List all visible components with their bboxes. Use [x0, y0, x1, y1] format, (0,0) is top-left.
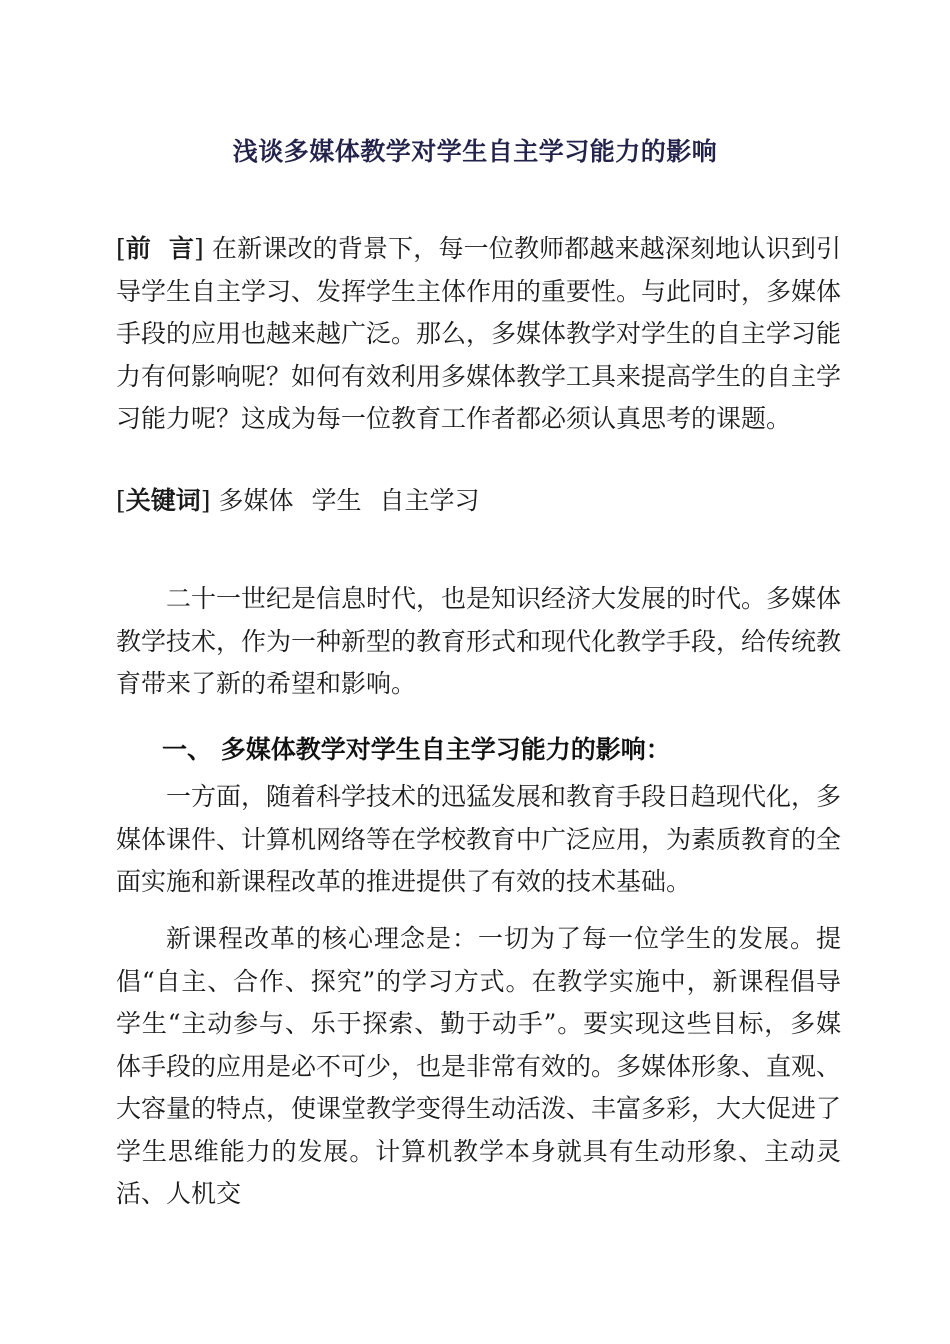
keywords-label: 关键词	[125, 486, 201, 515]
preface-bracket-close: ]	[194, 234, 204, 263]
intro-paragraph: 二十一世纪是信息时代，也是知识经济大发展的时代。多媒体教学技术，作为一种新型的教育形式和现代化教学手段，给传统教育带来了新的希望和影响。	[116, 584, 842, 698]
keyword-term: 多媒体	[218, 486, 294, 515]
keyword-term: 自主学习	[379, 486, 480, 515]
preface-paragraph	[116, 228, 841, 441]
keyword-term: 学生	[311, 486, 362, 515]
section-heading: 一、 多媒体教学对学生自主学习能力的影响：	[162, 735, 671, 764]
keywords-bracket-close: ]	[200, 486, 211, 515]
document-title: 浅谈多媒体教学对学生自主学习能力的影响	[232, 137, 718, 166]
preface-label: 前 言	[125, 234, 195, 263]
body-paragraph: 新课程改革的核心理念是：一切为了每一位学生的发展。提倡“自主、合作、探究”的学习方式。在教学实施中，新课程倡导学生“主动参与、乐于探索、勤于动手”。要实现这些目标，多媒体手段的应用是必不可少，也是非常有效的。多媒体形象、直观、大容量的特点，使课堂教学变得生动活泼、丰富多彩，大大促进了学生思维能力的发展。计算机教学本身就具有生动形象、主动灵活、人机交	[116, 924, 842, 1208]
preface-bracket-open: [	[116, 234, 126, 263]
preface-text: 在新课改的背景下，每一位教师都越来越深刻地认识到引导学生自主学习、发挥学生主体作用的重要性。与此同时，多媒体手段的应用也越来越广泛。那么，多媒体教学对学生的自主学习能力有何影响呢？如何有效利用多媒体教学工具来提高学生的自主学习能力呢？这成为每一位教育工作者都必须认真思考的课题。	[116, 234, 842, 433]
keywords-line	[116, 480, 841, 523]
keywords-bracket-open: [	[116, 486, 126, 515]
body-paragraph: 一方面，随着科学技术的迅猛发展和教育手段日趋现代化，多媒体课件、计算机网络等在学校教育中广泛应用，为素质教育的全面实施和新课程改革的推进提供了有效的技术基础。	[116, 782, 842, 896]
